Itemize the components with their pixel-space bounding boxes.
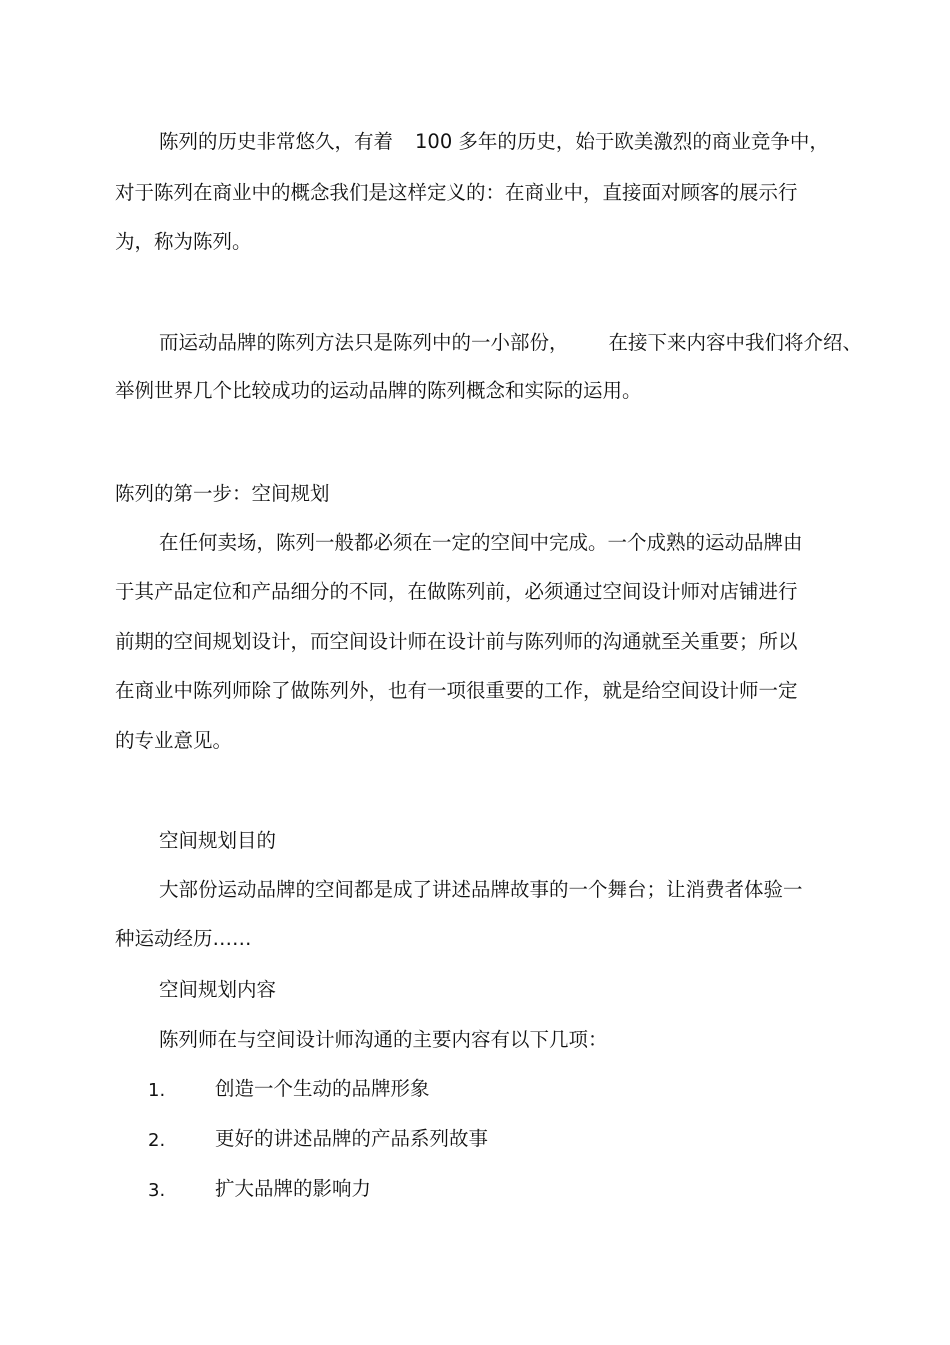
list-item-text: 扩大品牌的影响力 xyxy=(215,1177,372,1200)
paragraph-1-line-2: 对于陈列在商业中的概念我们是这样定义的：在商业中，直接面对顾客的展示行 xyxy=(115,181,798,204)
paragraph-2-line-2: 举例世界几个比较成功的运动品牌的陈列概念和实际的运用。 xyxy=(115,379,642,402)
paragraph-2-line-1-part-a: 而运动品牌的陈列方法只是陈列中的一小部份， xyxy=(159,331,569,354)
section-1-heading: 陈列的第一步：空间规划 xyxy=(115,482,330,505)
list-item-text: 创造一个生动的品牌形象 xyxy=(215,1077,430,1100)
list-item-number: 2. xyxy=(148,1130,166,1151)
section-1-body-line-1: 在任何卖场，陈列一般都必须在一定的空间中完成。一个成熟的运动品牌由 xyxy=(159,531,803,554)
list-item-text: 更好的讲述品牌的产品系列故事 xyxy=(215,1127,489,1150)
paragraph-1-line-1-part-a: 陈列的历史非常悠久，有着 xyxy=(159,130,394,153)
section-1-body-line-3: 前期的空间规划设计，而空间设计师在设计前与陈列师的沟通就至关重要；所以 xyxy=(115,630,798,653)
section-1-body-line-5: 的专业意见。 xyxy=(115,729,233,752)
section-1-body-line-2: 于其产品定位和产品细分的不同，在做陈列前，必须通过空间设计师对店铺进行 xyxy=(115,580,798,603)
purpose-body-line-1: 大部份运动品牌的空间都是成了讲述品牌故事的一个舞台；让消费者体验一 xyxy=(159,878,803,901)
purpose-heading: 空间规划目的 xyxy=(159,829,277,852)
content-heading: 空间规划内容 xyxy=(159,978,277,1001)
paragraph-1-line-1 xyxy=(159,129,829,155)
paragraph-1-line-1-part-b: 100 多年的历史，始于欧美激烈的商业竞争中， xyxy=(415,130,829,153)
list-item-number: 3. xyxy=(148,1180,166,1201)
paragraph-2-line-1 xyxy=(159,330,862,356)
list-item-number: 1. xyxy=(148,1080,166,1101)
section-1-body-line-4: 在商业中陈列师除了做陈列外，也有一项很重要的工作，就是给空间设计师一定 xyxy=(115,679,798,702)
content-intro: 陈列师在与空间设计师沟通的主要内容有以下几项： xyxy=(159,1028,608,1051)
purpose-body-line-2: 种运动经历…… xyxy=(115,927,252,950)
paragraph-2-line-1-part-b: 在接下来内容中我们将介绍、 xyxy=(608,331,863,354)
paragraph-1-line-3: 为，称为陈列。 xyxy=(115,230,252,253)
